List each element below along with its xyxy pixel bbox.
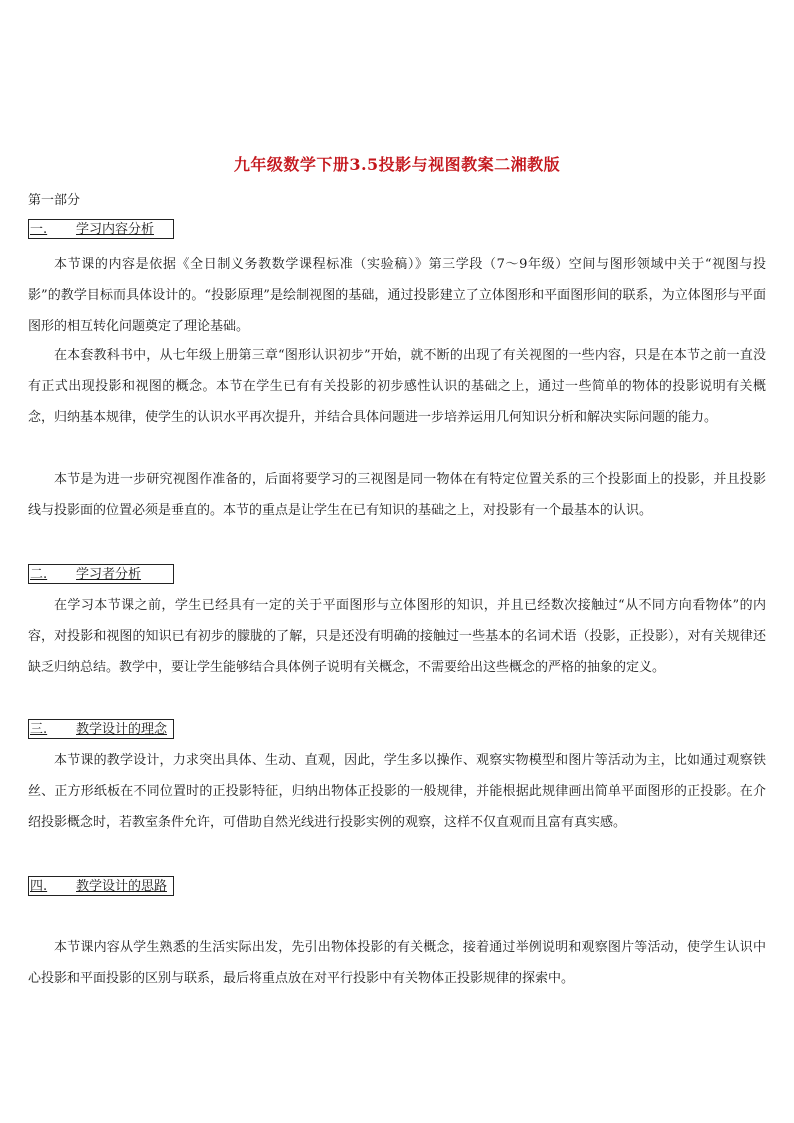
section-heading-2 bbox=[28, 564, 174, 584]
section-1-paragraph-3: 本节是为进一步研究视图作准备的，后面将要学习的三视图是同一物体在有特定位置关系的三个投影面上的投影，并且投影线与投影面的位置必须是垂直的。本节的重点是让学生在已有知识的基础之上，对投影有一个最基本的认识。 bbox=[28, 472, 766, 518]
section-4-paragraph-1: 本节课内容从学生熟悉的生活实际出发，先引出物体投影的有关概念，接着通过举例说明和观察图片等活动，使学生认识中心投影和平面投影的区别与联系，最后将重点放在对平行投影中有关物体正投影规律的探索中。 bbox=[28, 940, 766, 986]
section-heading-3 bbox=[28, 719, 174, 739]
section-number-4: 四. bbox=[30, 879, 48, 894]
section-heading-4 bbox=[28, 876, 174, 896]
section-heading-1 bbox=[28, 219, 174, 239]
section-2-paragraph-1: 在学习本节课之前，学生已经具有一定的关于平面图形与立体图形的知识，并且已经数次接触过“从不同方向看物体”的内容，对投影和视图的知识已有初步的朦胧的了解，只是还没有明确的接触过一些基本的名词术语（投影，正投影），对有关规律还缺乏归纳总结。教学中，要让学生能够结合具体例子说明有关概念，不需要给出这些概念的严格的抽象的定义。 bbox=[28, 598, 766, 675]
section-heading-text-1: 学习内容分析 bbox=[76, 222, 155, 237]
section-number-2: 二. bbox=[30, 567, 48, 582]
section-3-paragraph-1: 本节课的教学设计，力求突出具体、生动、直观，因此，学生多以操作、观察实物模型和图片等活动为主，比如通过观察铁丝、正方形纸板在不同位置时的正投影特征，归纳出物体正投影的一般规律，并能根据此规律画出简单平面图形的正投影。在介绍投影概念时，若教室条件允许，可借助自然光线进行投影实例的观察，这样不仅直观而且富有真实感。 bbox=[28, 753, 766, 830]
section-1-paragraph-2: 在本套教科书中，从七年级上册第三章“图形认识初步”开始，就不断的出现了有关视图的一些内容，只是在本节之前一直没有正式出现投影和视图的概念。本节在学生已有有关投影的初步感性认识的基础之上，通过一些简单的物体的投影说明有关概念，归纳基本规律，使学生的认识水平再次提升，并结合具体问题进一步培养运用几何知识分析和解决实际问题的能力。 bbox=[28, 348, 766, 425]
section-number-1: 一. bbox=[30, 222, 48, 237]
section-number-3: 三. bbox=[30, 722, 48, 737]
section-heading-text-3: 教学设计的理念 bbox=[76, 722, 168, 737]
section-heading-text-2: 学习者分析 bbox=[76, 567, 142, 582]
section-1-paragraph-1: 本节课的内容是依据《全日制义务教数学课程标准（实验稿）》第三学段（7～9年级）空间与图形领域中关于“视图与投影”的教学目标而具体设计的。“投影原理”是绘制视图的基础，通过投影建立了立体图形和平面图形间的联系，为立体图形与平面图形的相互转化问题奠定了理论基础。 bbox=[28, 257, 766, 334]
document-title: 九年级数学下册3.5投影与视图教案二湘教版 bbox=[233, 155, 561, 174]
part-label: 第一部分 bbox=[28, 193, 81, 208]
section-heading-text-4: 教学设计的思路 bbox=[76, 879, 168, 894]
